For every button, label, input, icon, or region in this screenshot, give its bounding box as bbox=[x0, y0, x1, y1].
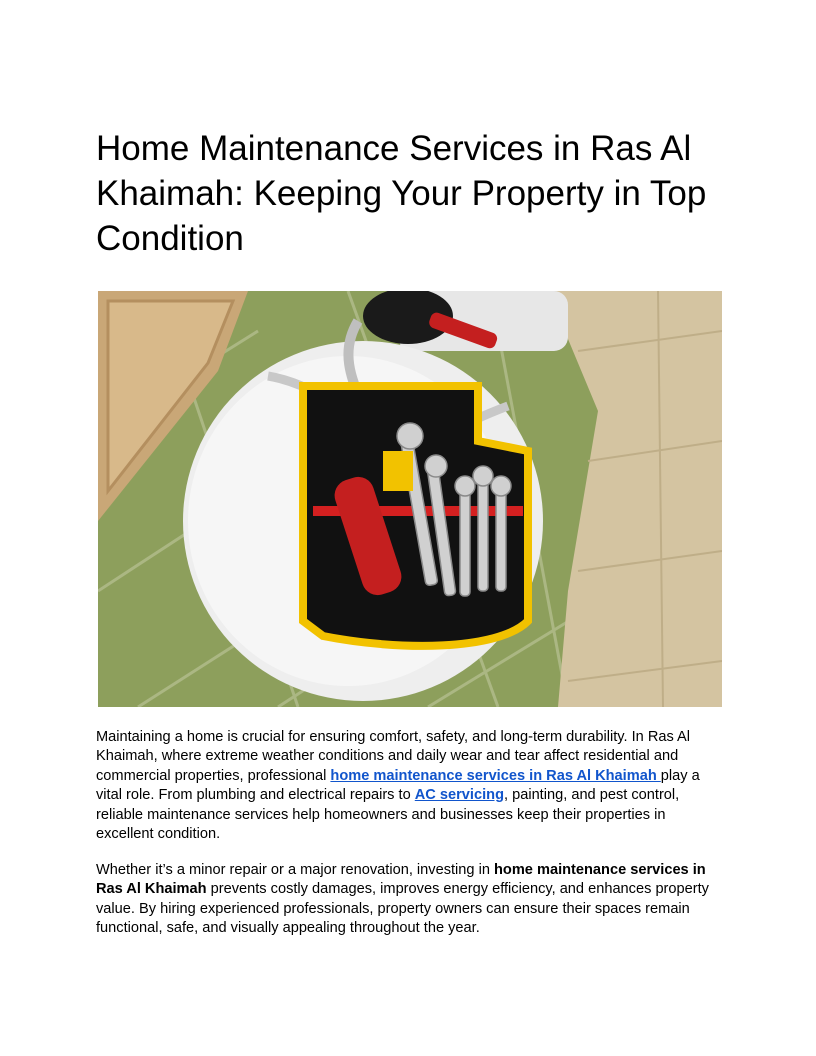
home-maintenance-link[interactable]: home maintenance services in Ras Al Khaimah bbox=[330, 767, 661, 784]
hero-image bbox=[98, 291, 722, 707]
intro-text-3: , painting, and pest control, reliable maintenance services help homeowners and businesses keep their properties in excellent condition. bbox=[96, 787, 680, 843]
tool-belt-image bbox=[98, 291, 722, 707]
investment-text-1: Whether it’s a minor repair or a major renovation, investing in bbox=[96, 862, 494, 878]
investment-bold-phrase: home maintenance services in Ras Al Khaimah bbox=[96, 862, 706, 898]
investment-text-2: prevents costly damages, improves energy efficiency, and enhances property value. By hiring experienced professionals, property owners can ensure their spaces remain functional, safe, and visually appealing throughout the year. bbox=[96, 881, 709, 937]
ac-servicing-link[interactable]: AC servicing bbox=[414, 787, 504, 804]
intro-text-2: play a vital role. From plumbing and electrical repairs to bbox=[96, 767, 700, 804]
investment-paragraph bbox=[96, 861, 720, 939]
intro-text-1: Maintaining a home is crucial for ensuring comfort, safety, and long-term durability. In Ras Al Khaimah, where extreme weather conditions and daily wear and tear affect residential and commercial properties, professional bbox=[96, 729, 691, 784]
page-title: Home Maintenance Services in Ras Al Khaimah: Keeping Your Property in Top Condition bbox=[96, 129, 707, 258]
intro-paragraph bbox=[96, 728, 720, 844]
